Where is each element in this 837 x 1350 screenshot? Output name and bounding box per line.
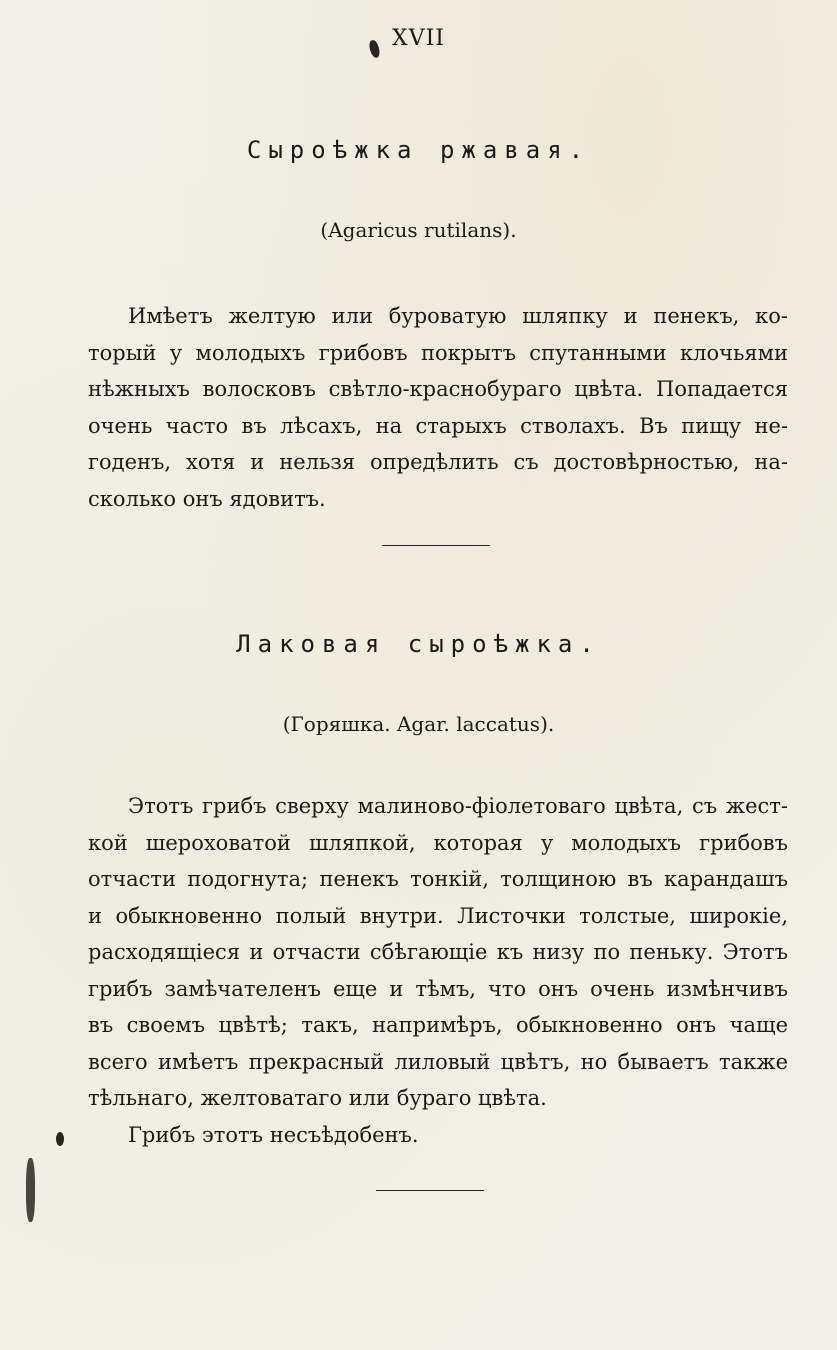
ink-mark-left [56, 1132, 64, 1146]
text-line: нѣжныхъ волосковъ свѣтло-краснобураго цвѣта. Попадается [88, 377, 788, 401]
text-line: и обыкновенно полый внутри. Листочки толстые, широкіе, [88, 903, 788, 928]
text-line: Грибъ этотъ несъѣдобенъ. [128, 1122, 419, 1147]
text-line: всего имѣетъ прекрасный лиловый цвѣтъ, но бываетъ также [88, 1049, 788, 1074]
section-divider-2 [376, 1190, 484, 1191]
text-line: отчасти подогнута; пенекъ тонкій, толщиною въ карандашъ [88, 867, 788, 891]
section-subtitle-2: (Горяшка. Agar. laccatus). [282, 712, 555, 736]
page-number: XVII [392, 26, 445, 51]
text-line: тѣльнаго, желтоватаго или бураго цвѣта. [88, 1086, 547, 1110]
text-line: кой шероховатой шляпкой, которая у молодыхъ грибовъ [88, 830, 788, 855]
text-line: Этотъ грибъ сверху малиново-фіолетоваго цвѣта, съ жест- [128, 794, 788, 818]
text-line: торый у молодыхъ грибовъ покрытъ спутанными клочьями [88, 340, 788, 365]
section-2-paragraph [88, 788, 788, 1153]
text-line: въ своемъ цвѣтѣ; такъ, напримѣръ, обыкновенно онъ чаще [88, 1013, 788, 1037]
section-divider-1 [382, 545, 490, 546]
text-line: очень часто въ лѣсахъ, на старыхъ стволахъ. Въ пищу не- [88, 413, 788, 438]
ink-mark-left-long [26, 1158, 35, 1222]
text-line: сколько онъ ядовитъ. [88, 486, 326, 511]
section-title-1: Сыроѣжка ржавая. [246, 136, 591, 164]
text-line: расходящіеся и отчасти сбѣгающіе къ низу по пеньку. Этотъ [88, 940, 788, 964]
section-title-2: Лаковая сыроѣжка. [236, 630, 601, 658]
text-line: грибъ замѣчателенъ еще и тѣмъ, что онъ очень измѣнчивъ [88, 976, 788, 1001]
section-1-paragraph [88, 298, 788, 517]
section-subtitle-1: (Agaricus rutilans). [320, 218, 517, 242]
text-line: годенъ, хотя и нельзя опредѣлить съ достовѣрностью, на- [88, 450, 788, 474]
text-line: Имѣетъ желтую или буроватую шляпку и пенекъ, ко- [128, 304, 788, 328]
